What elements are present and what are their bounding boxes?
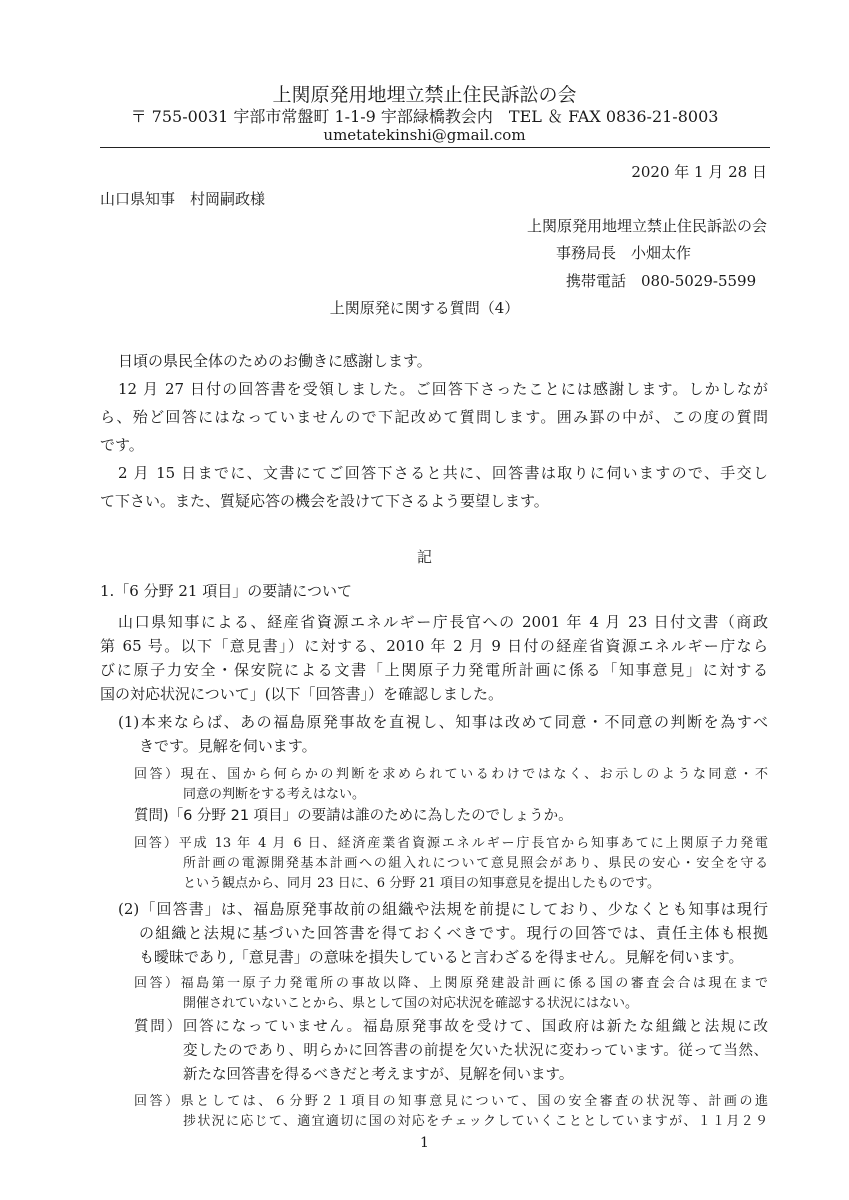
answer-2-line: 開催されていないことから、県として国の対応状況を確認する状況にはない。	[183, 996, 639, 1011]
intro-paragraph-1: 日頃の県民全体のためのお働きに感謝します。	[118, 352, 432, 370]
answer-2b-line: 捗状況に応じて、適宜適切に国の対応をチェックしていくこととしていますが、１１月２９	[183, 1114, 768, 1129]
header-org-name: 上関原発用地埋立禁止住民訴訟の会	[272, 84, 577, 106]
intro-p2-line: です。	[100, 436, 144, 454]
section-1-heading: 1.「6 分野 21 項目」の要請について	[100, 582, 352, 600]
answer-2b-line: 回答）県としては、６分野２１項目の知事意見について、国の安全審査の状況等、計画の進	[134, 1094, 768, 1109]
question-1-line: (1)本来ならば、あの福島原発事故を直視し、知事は改めて同意・不同意の判断を為すべ	[118, 713, 768, 731]
answer-1b-line: という観点から、同月 23 日に、6 分野 21 項目の知事意見を提出したものです。	[183, 876, 660, 891]
section-1-body-line: 国の対応状況について」(以下「回答書」）を確認しました。	[100, 685, 504, 703]
sender-phone: 携帯電話 080-5029-5599	[566, 272, 757, 290]
intro-p2-line: 12 月 27 日付の回答書を受領しました。ご回答下さったことには感謝します。しかしなが	[118, 380, 768, 398]
question-2b-line: 質問）回答になっていません。福島原発事故を受けて、国政府は新たな組織と法規に改	[134, 1019, 768, 1035]
document-title: 上関原発に関する質問（4）	[329, 299, 520, 317]
question-2b-line: 変したのであり、明らかに回答書の前提を欠いた状況に変わっています。従って当然、	[183, 1043, 768, 1059]
question-1b: 質問)「6 分野 21 項目」の要請は誰のために為したのでしょうか。	[134, 808, 573, 824]
letter-date: 2020 年 1 月 28 日	[631, 163, 767, 181]
answer-1-line: 回答）現在、国から何らかの判断を求められているわけではなく、お示しのような同意・不	[134, 767, 768, 782]
answer-1b-line: 所計画の電源開発基本計画への組入れについて意見照会があり、県民の安心・安全を守る	[183, 856, 768, 871]
question-2-line: の組織と法規に基づいた回答書を得ておくべきです。現行の回答では、責任主体も根拠	[139, 924, 768, 942]
section-1-body-line: 山口県知事による、経産省資源エネルギー庁長官への 2001 年 4 月 23 日付文書（商政	[118, 613, 768, 631]
header-address: 〒 755-0031 宇部市常盤町 1-1-9 宇部緑橋教会内 TEL ＆ FAX 0836-21-8003	[130, 107, 719, 126]
sender-org: 上関原発用地埋立禁止住民訴訟の会	[526, 217, 767, 235]
question-1-line: きです。見解を伺います。	[139, 737, 317, 755]
section-1-body-line: びに原子力安全・保安院による文書「上関原子力発電所計画に係る「知事意見」に対する	[100, 661, 768, 679]
recipient: 山口県知事 村岡嗣政様	[100, 190, 266, 208]
section-1-body-line: 第 65 号。以下「意見書」）に対する、2010 年 2 月 9 日付の経産省資源エネルギー庁なら	[100, 637, 768, 655]
ki-heading: 記	[416, 548, 432, 566]
answer-1b-line: 回答）平成 13 年 4 月 6 日、経済産業省資源エネルギー庁長官から知事あてに上関原子力発電	[134, 836, 768, 851]
answer-2-line: 回答）福島第一原子力発電所の事故以降、上関原発建設計画に係る国の審査会合は現在まで	[134, 976, 768, 991]
page-number: 1	[420, 1135, 429, 1151]
intro-p3-line: て下さい。また、質疑応答の機会を設けて下さるよう要望します。	[100, 492, 549, 510]
intro-p2-line: ら、殆ど回答にはなっていませんので下記改めて質問します。囲み罫の中が、この度の質問	[100, 408, 768, 426]
question-2-line: も曖昧であり,「意見書」の意味を損失していると言わざるを得ません。見解を伺います。	[139, 948, 744, 966]
question-2-line: (2)「回答書」は、福島原発事故前の組織や法規を前提にしており、少なくとも知事は現行	[118, 900, 768, 918]
sender-title-name: 事務局長 小畑太作	[556, 244, 692, 262]
header-divider	[100, 147, 770, 148]
question-2b-line: 新たな回答書を得るべきだと考えますが、見解を伺います。	[183, 1067, 574, 1083]
intro-p3-line: 2 月 15 日までに、文書にてご回答下さると共に、回答書は取りに伺いますので、手交し	[118, 464, 768, 482]
header-email[interactable]: umetatekinshi@gmail.com	[323, 126, 526, 144]
answer-1-line: 同意の判断をする考えはない。	[183, 787, 366, 802]
